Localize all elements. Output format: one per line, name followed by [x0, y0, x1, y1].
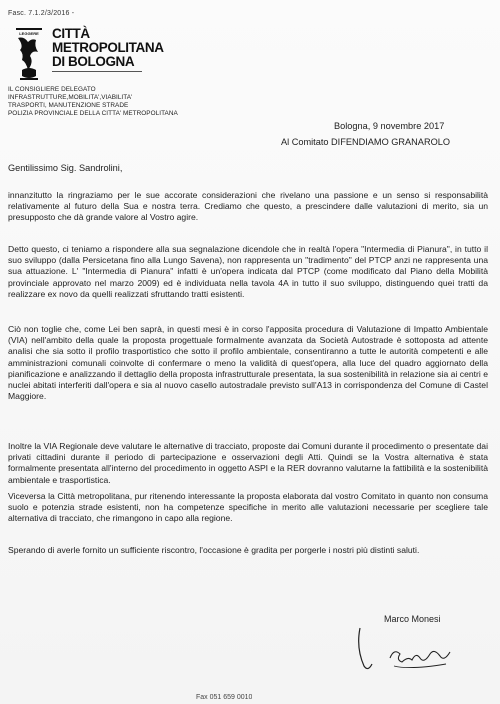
- file-reference: Fasc. 7.1.2/3/2016 -: [8, 10, 75, 17]
- org-line: METROPOLITANA: [52, 40, 164, 55]
- paragraph: Inoltre la VIA Regionale deve valutare le alternative di tracciato, proposte dai Comuni durante il procedimento o presentate dai privati cittadini durante il periodo di partecipazione e osservazioni degli Atti. Quindi se la Vostra alternativa è stata formalmente presentata all'interno del procedimento in oggetto ASPI e la RER dovranno valutarne la fattibilità e la sostenibilità ambientale e trasportistica.: [8, 441, 488, 485]
- sender-office-line: POLIZIA PROVINCIALE DELLA CITTA' METROPOLITANA: [8, 110, 178, 117]
- sender-office-line: INFRASTRUTTURE,MOBILITA',VIABILITA': [8, 94, 133, 101]
- organization-name: [52, 27, 164, 69]
- footer-contact: Fax 051 659 0010: [196, 694, 253, 701]
- logo-caption: LEGGERE: [19, 31, 39, 36]
- header-divider: [52, 71, 142, 72]
- signatory-name: Marco Monesi: [384, 614, 441, 624]
- sender-office-line: TRASPORTI, MANUTENZIONE STRADE: [8, 102, 129, 109]
- salutation: Gentilissimo Sig. Sandrolini,: [8, 163, 123, 173]
- sender-office: [8, 86, 178, 118]
- org-line: CITTÀ: [52, 26, 90, 41]
- recipient: Al Comitato DIFENDIAMO GRANAROLO: [281, 137, 450, 147]
- paragraph: Ciò non toglie che, come Lei ben saprà, in questi mesi è in corso l'apposita procedura di Valutazione di Impatto Ambientale (VIA) nell'ambito della quale la proposta progettuale formalmente avanzata da Società Autostrade è sottoposta ad attente analisi che sia sotto il profilo trasportistico che sotto il profilo ambientale, consentiranno a tutte le autorità competenti e alle amministrazioni comunali coinvolte di confermare o meno la validità di quest'opera, alla luce del quadro aggiornato della pianificazione e analizzando il dettaglio della proposta infrastrutturale presentata, la sua sostenibilità in relazione sia ai centri e nuclei abitati interferiti dall'opera e sia al nuovo casello autostradale previsto sull'A13 in corrispondenza del Comune di Castel Maggiore.: [8, 324, 488, 402]
- paragraph: innanzitutto la ringraziamo per le sue accorate considerazioni che rivelano una passione e un senso si responsabilità relativamente al futuro della Sua e nostra terra. Crediamo che questo, a prescindere dalle valutazioni di merito, sia un presupposto che dà grande valore al Vostro agire.: [8, 190, 488, 223]
- org-line: DI BOLOGNA: [52, 54, 135, 69]
- paragraph: Sperando di averle fornito un sufficiente riscontro, l'occasione è gradita per porgerle i nostri più distinti saluti.: [8, 545, 420, 555]
- handwritten-signature: [350, 608, 470, 678]
- letter-date: Bologna, 9 novembre 2017: [334, 121, 445, 131]
- city-crest-icon: [14, 26, 44, 82]
- paragraph: Viceversa la Città metropolitana, pur ritenendo interessante la proposta elaborata dal vostro Comitato in quanto non consuma suolo e potenzia strade esistenti, non ha competenze specifiche in merito alle valutazioni necessarie per scegliere tale alternativa di tracciato, che rimangono in capo alla regione.: [8, 491, 488, 524]
- paragraph: Detto questo, ci teniamo a rispondere alla sua segnalazione dicendole che in realtà l'opera "Intermedia di Pianura", in tutto il suo sviluppo (dalla Persicetana fino alla Lungo Savena), non rappresenta un "tradimento" del PTCP anzi ne rappresenta una sua attuazione. L' "Intermedia di Pianura" infatti è un'opera indicata dal PTCP (come modificato dal Piano della Mobilità provinciale approvato nel marzo 2009) ed è individuata nella tavola 4A in tutto il suo sviluppo, distinguendo quei tratti da realizzare ex novo da quelli realizzati sfruttando tratti esistenti.: [8, 244, 488, 299]
- sender-office-line: IL CONSIGLIERE DELEGATO: [8, 86, 96, 93]
